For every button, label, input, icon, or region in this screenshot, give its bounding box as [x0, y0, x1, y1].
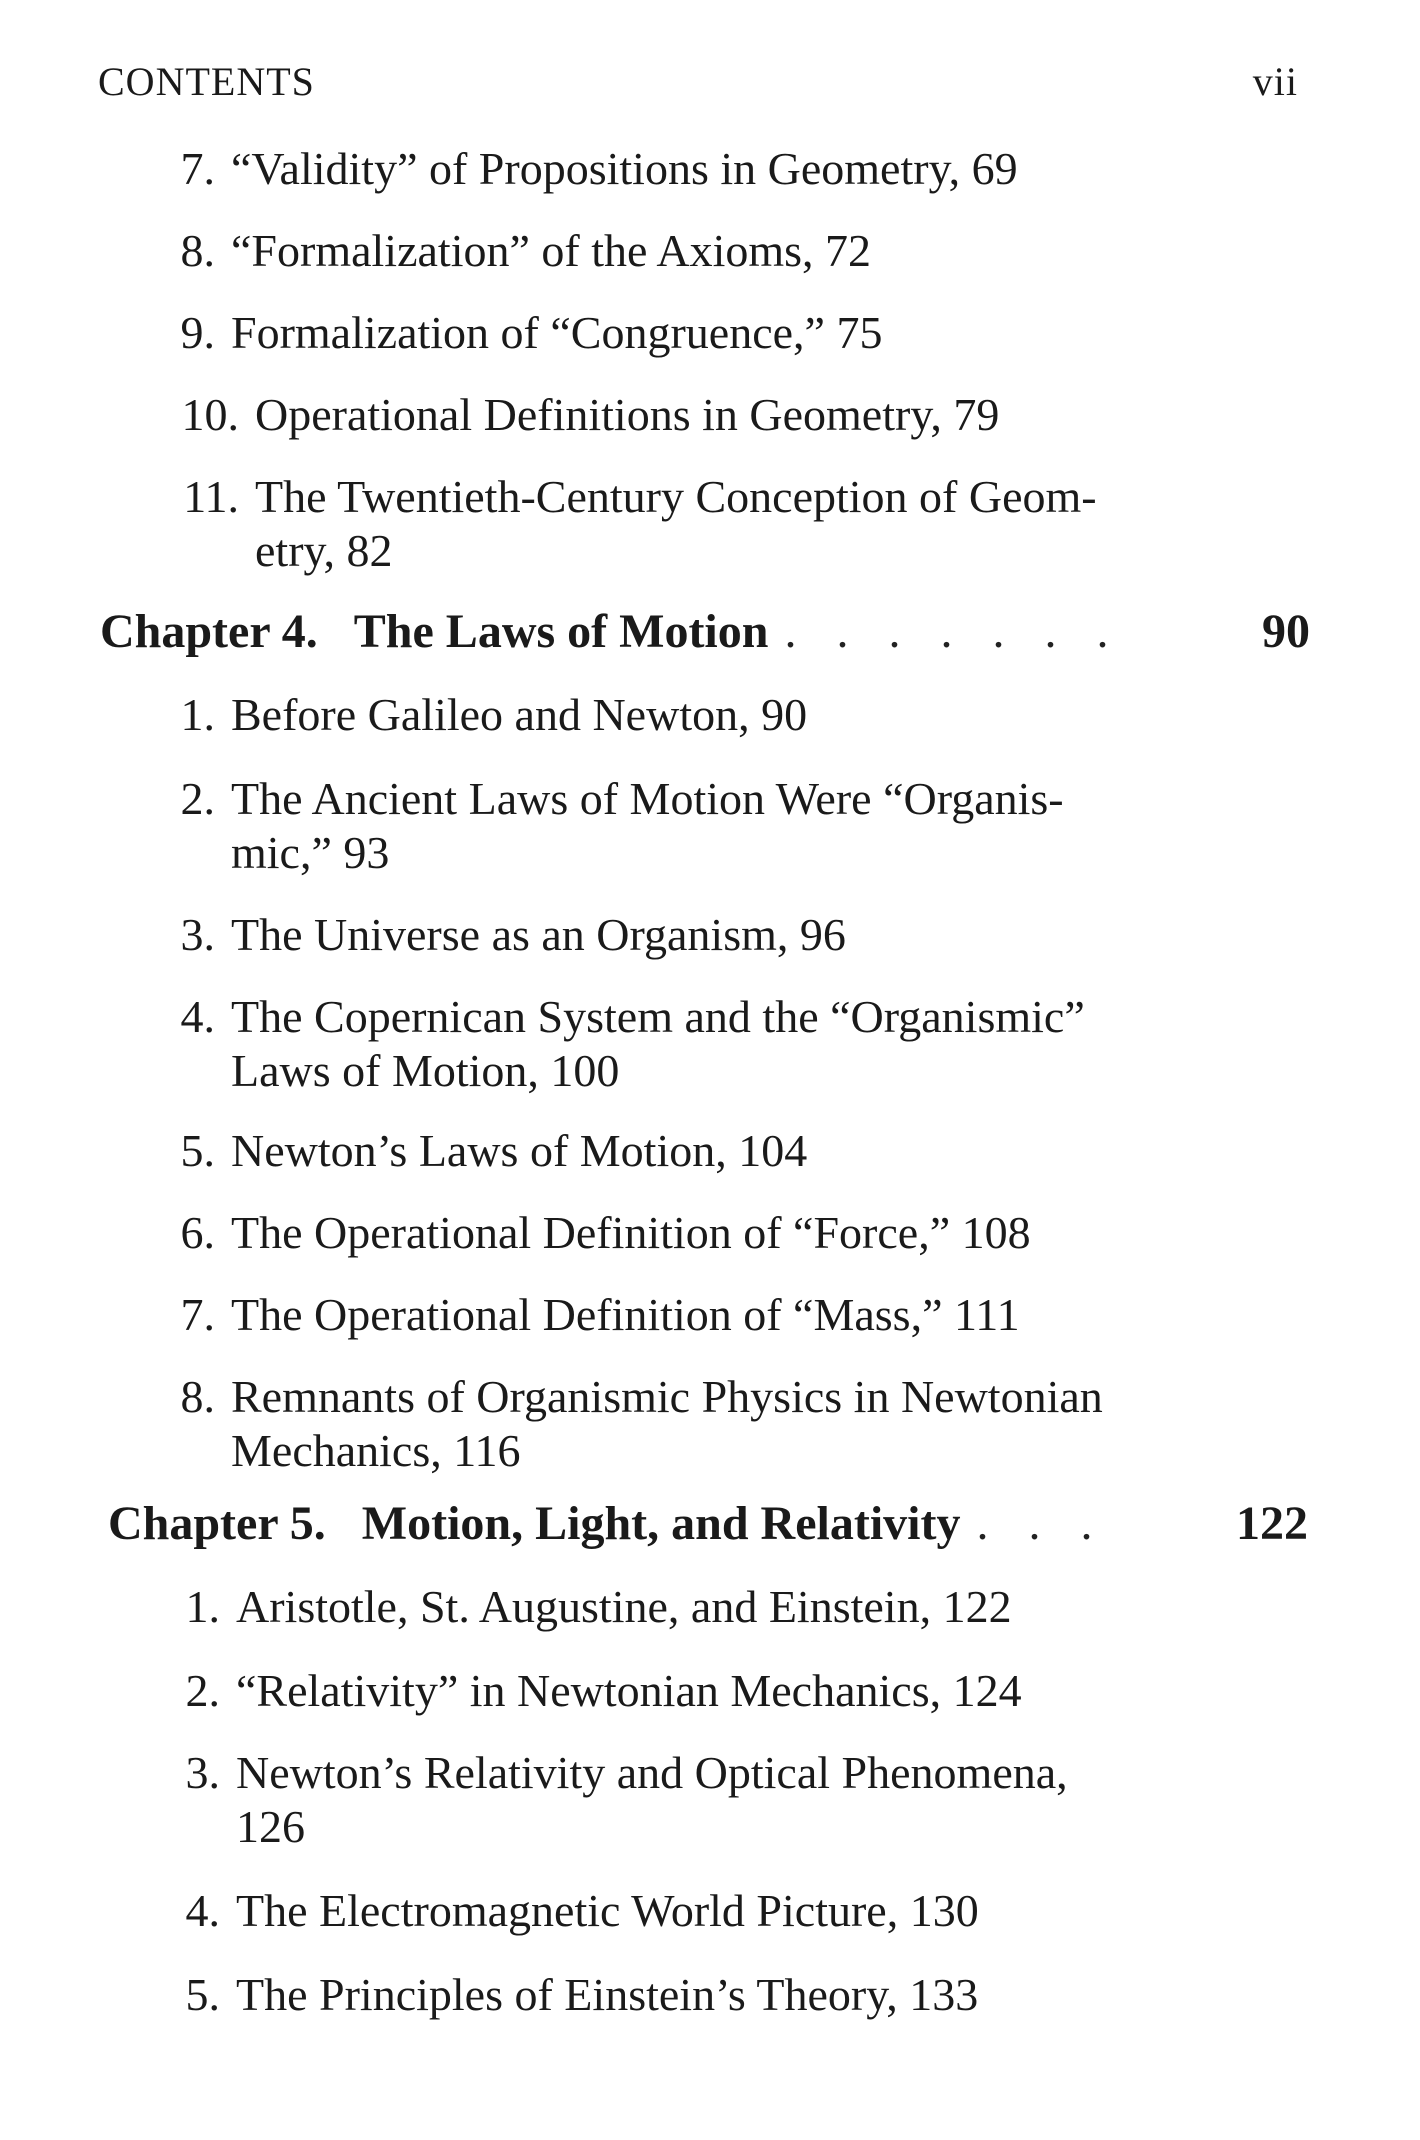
toc-entry [150, 1746, 1240, 1854]
page-number: vii [1252, 59, 1298, 104]
entry-text: The Universe as an Organism, 96 [231, 909, 846, 960]
entry-text-line-2: 126 [236, 1801, 305, 1852]
chapter-heading [108, 1496, 1308, 1552]
entry-number: 9. [180, 307, 215, 358]
chapter-heading [100, 604, 1310, 660]
toc-entry [145, 772, 1235, 880]
toc-entry [145, 1288, 1235, 1342]
entry-number: 7. [180, 143, 215, 194]
entry-text-line-2: Mechanics, 116 [231, 1425, 521, 1476]
entry-text: The Principles of Einstein’s Theory, 133 [236, 1969, 979, 2020]
entry-text-line-1: The Ancient Laws of Motion Were “Organis- [231, 773, 1064, 824]
chapter-page: 90 [1262, 605, 1310, 658]
entry-text: The Electromagnetic World Picture, 130 [236, 1885, 979, 1936]
entry-number: 10. [181, 389, 239, 440]
running-head [98, 58, 1298, 105]
entry-text-line-1: The Copernican System and the “Organismic” [231, 991, 1085, 1042]
entry-number: 3. [185, 1747, 220, 1798]
entry-text-line-2: etry, 82 [255, 525, 393, 576]
section-title: CONTENTS [98, 59, 315, 104]
toc-entry [145, 1124, 1235, 1178]
entry-text: Operational Definitions in Geometry, 79 [255, 389, 1000, 440]
entry-text: Formalization of “Congruence,” 75 [231, 307, 883, 358]
toc-entry [150, 1664, 1240, 1718]
chapter-title: The Laws of Motion [353, 605, 769, 658]
entry-number: 8. [180, 1371, 215, 1422]
entry-text: Before Galileo and Newton, 90 [231, 689, 808, 740]
chapter-title: Motion, Light, and Relativity [361, 1497, 961, 1550]
entry-text: “Relativity” in Newtonian Mechanics, 124 [236, 1665, 1022, 1716]
toc-entry [150, 1968, 1240, 2022]
entry-text: The Operational Definition of “Mass,” 111 [231, 1289, 1020, 1340]
dot-leader: . . . [976, 1497, 1107, 1550]
entry-number: 1. [185, 1581, 220, 1632]
entry-text-line-1: Remnants of Organismic Physics in Newtonian [231, 1371, 1103, 1422]
entry-text-line-2: mic,” 93 [231, 827, 390, 878]
entry-text-line-2: Laws of Motion, 100 [231, 1045, 620, 1096]
entry-number: 11. [183, 471, 239, 522]
toc-entry [150, 1580, 1240, 1634]
chapter-label: Chapter 5. [108, 1497, 326, 1550]
toc-entry [145, 306, 1235, 360]
dot-leader: . . . . . . . [784, 605, 1123, 658]
entry-number: 5. [185, 1969, 220, 2020]
entry-text: The Operational Definition of “Force,” 108 [231, 1207, 1031, 1258]
entry-text-line-1: Newton’s Relativity and Optical Phenomena, [236, 1747, 1068, 1798]
entry-number: 5. [180, 1125, 215, 1176]
entry-text: Aristotle, St. Augustine, and Einstein, 122 [236, 1581, 1012, 1632]
toc-entry [145, 990, 1235, 1098]
toc-entry [145, 1370, 1235, 1478]
entry-number: 2. [180, 773, 215, 824]
toc-entry [150, 1884, 1240, 1938]
chapter-page: 122 [1236, 1497, 1308, 1550]
entry-number: 3. [180, 909, 215, 960]
toc-entry [145, 224, 1235, 278]
toc-entry [145, 388, 1235, 442]
entry-number: 7. [180, 1289, 215, 1340]
chapter-label: Chapter 4. [100, 605, 318, 658]
entry-text-line-1: The Twentieth-Century Conception of Geom- [255, 471, 1097, 522]
toc-entry [145, 688, 1235, 742]
entry-number: 2. [185, 1665, 220, 1716]
entry-text: “Formalization” of the Axioms, 72 [231, 225, 872, 276]
toc-entry [145, 908, 1235, 962]
entry-text: Newton’s Laws of Motion, 104 [231, 1125, 808, 1176]
entry-text: “Validity” of Propositions in Geometry, 69 [231, 143, 1018, 194]
toc-entry [145, 470, 1235, 578]
toc-entry [145, 142, 1235, 196]
entry-number: 4. [185, 1885, 220, 1936]
entry-number: 8. [180, 225, 215, 276]
entry-number: 4. [180, 991, 215, 1042]
toc-entry [145, 1206, 1235, 1260]
entry-number: 6. [180, 1207, 215, 1258]
entry-number: 1. [180, 689, 215, 740]
